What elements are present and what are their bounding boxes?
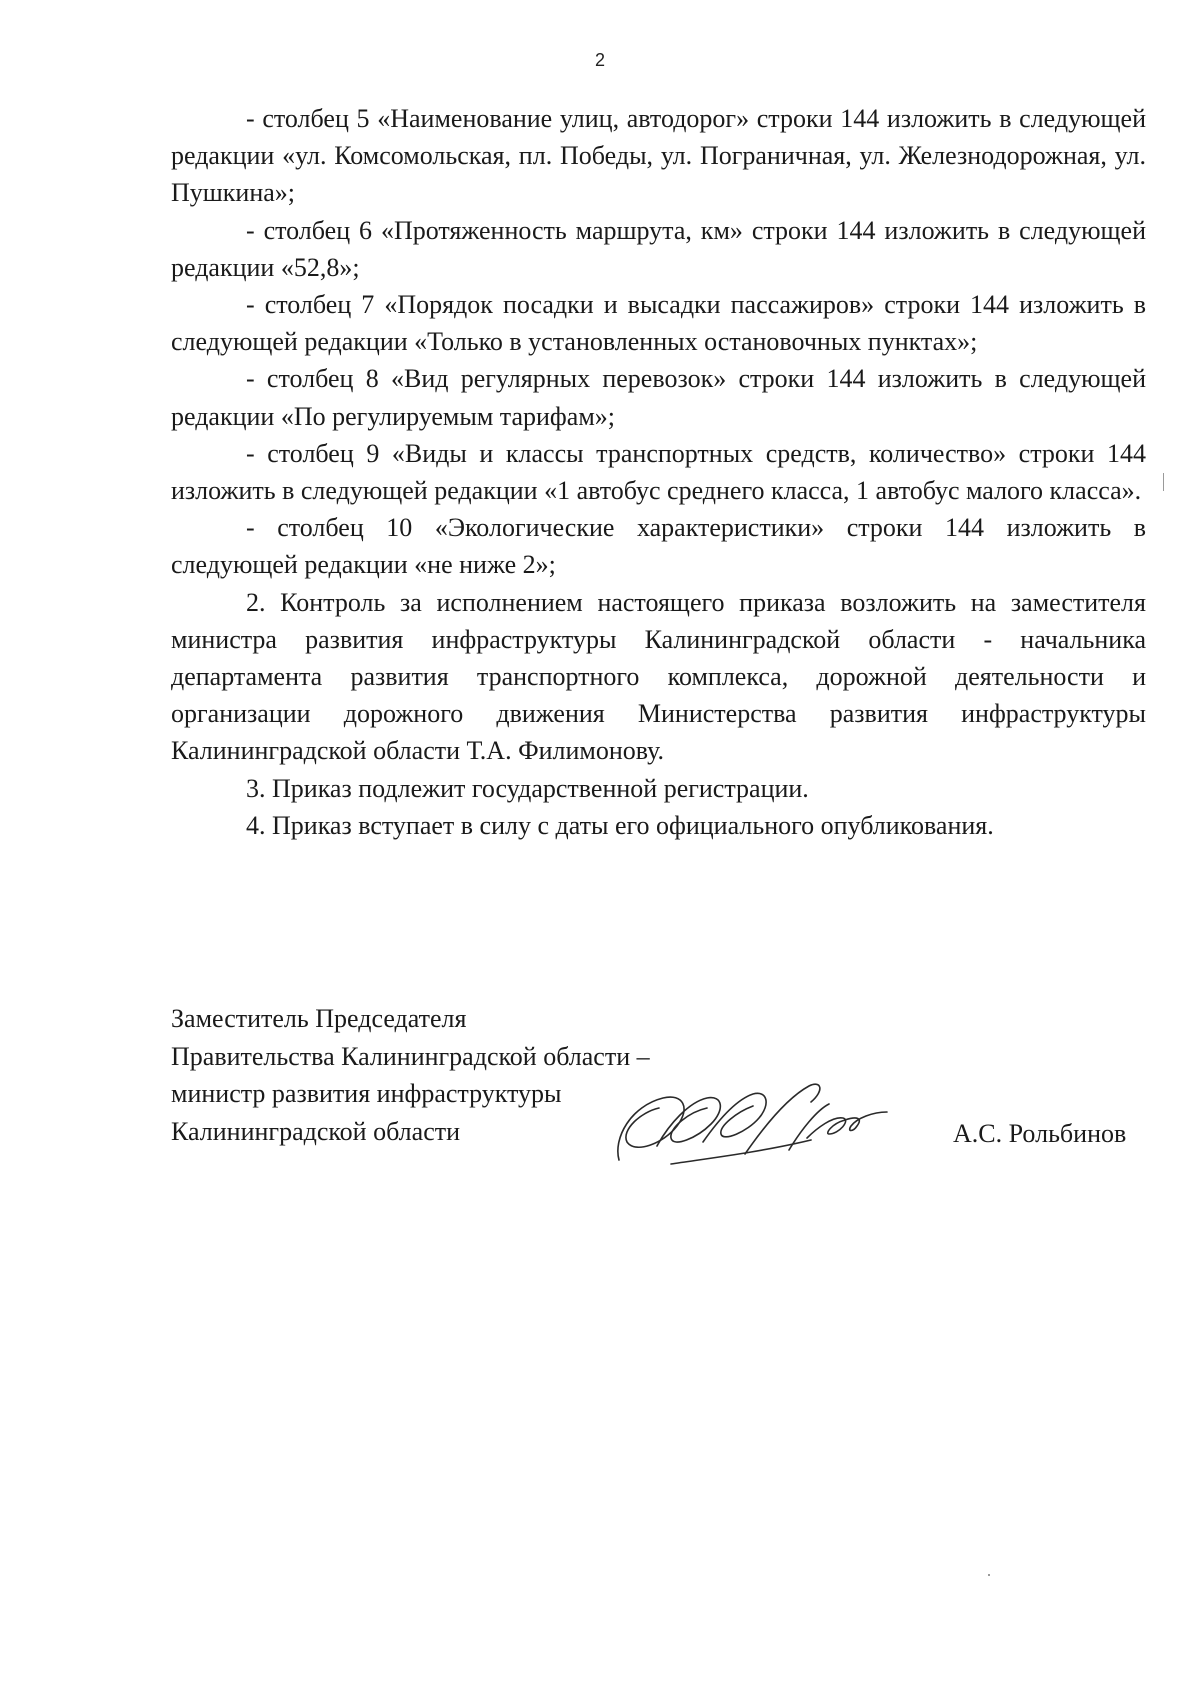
scan-speck <box>988 1574 990 1576</box>
document-body <box>171 100 1146 844</box>
signature-block <box>171 1000 1151 1160</box>
paragraph-effective-clause: 4. Приказ вступает в силу с даты его официального опубликования. <box>246 810 994 840</box>
paragraph-column-7: - столбец 7 «Порядок посадки и высадки пассажиров» строки 144 изложить в следующей редакции «Только в установленных остановочных пунктах»; <box>171 290 1146 357</box>
signatory-name: А.С. Рольбинов <box>953 1119 1127 1148</box>
handwritten-signature <box>611 1068 901 1168</box>
signatory-title-line: министр развития инфраструктуры <box>171 1079 562 1108</box>
paragraph-column-6: - столбец 6 «Протяженность маршрута, км» строки 144 изложить в следующей редакции «52,8»; <box>171 215 1146 282</box>
signatory-title-line: Правительства Калининградской области – <box>171 1041 650 1071</box>
signatory-title <box>171 1000 650 1150</box>
page-number: 2 <box>594 50 605 70</box>
paragraph-control-clause: 2. Контроль за исполнением настоящего приказа возложить на заместителя министра развития инфраструктуры Калининградской области - начальника департамента развития транспортного комплекса, дорожной деятельности и организации дорожного движения Министерства развития инфраструктуры Калининградской области Т.А. Филимонову. <box>171 587 1146 766</box>
scan-speck <box>1163 473 1164 491</box>
signatory-title-line: Калининградской области <box>171 1116 461 1146</box>
paragraph-registration-clause: 3. Приказ подлежит государственной регистрации. <box>246 773 809 803</box>
paragraph-column-10: - столбец 10 «Экологические характеристики» строки 144 изложить в следующей редакции «не ниже 2»; <box>171 513 1146 580</box>
signatory-title-line: Заместитель Председателя <box>171 1004 467 1033</box>
paragraph-column-5: - столбец 5 «Наименование улиц, автодорог» строки 144 изложить в следующей редакции «ул. Комсомольская, пл. Победы, ул. Пограничная, ул. Железнодорожная, ул. Пушкина»; <box>171 104 1146 208</box>
paragraph-column-9: - столбец 9 «Виды и классы транспортных средств, количество» строки 144 изложить в следующей редакции «1 автобус среднего класса, 1 автобус малого класса». <box>171 438 1146 506</box>
paragraph-column-8: - столбец 8 «Вид регулярных перевозок» строки 144 изложить в следующей редакции «По регулируемым тарифам»; <box>171 364 1146 431</box>
